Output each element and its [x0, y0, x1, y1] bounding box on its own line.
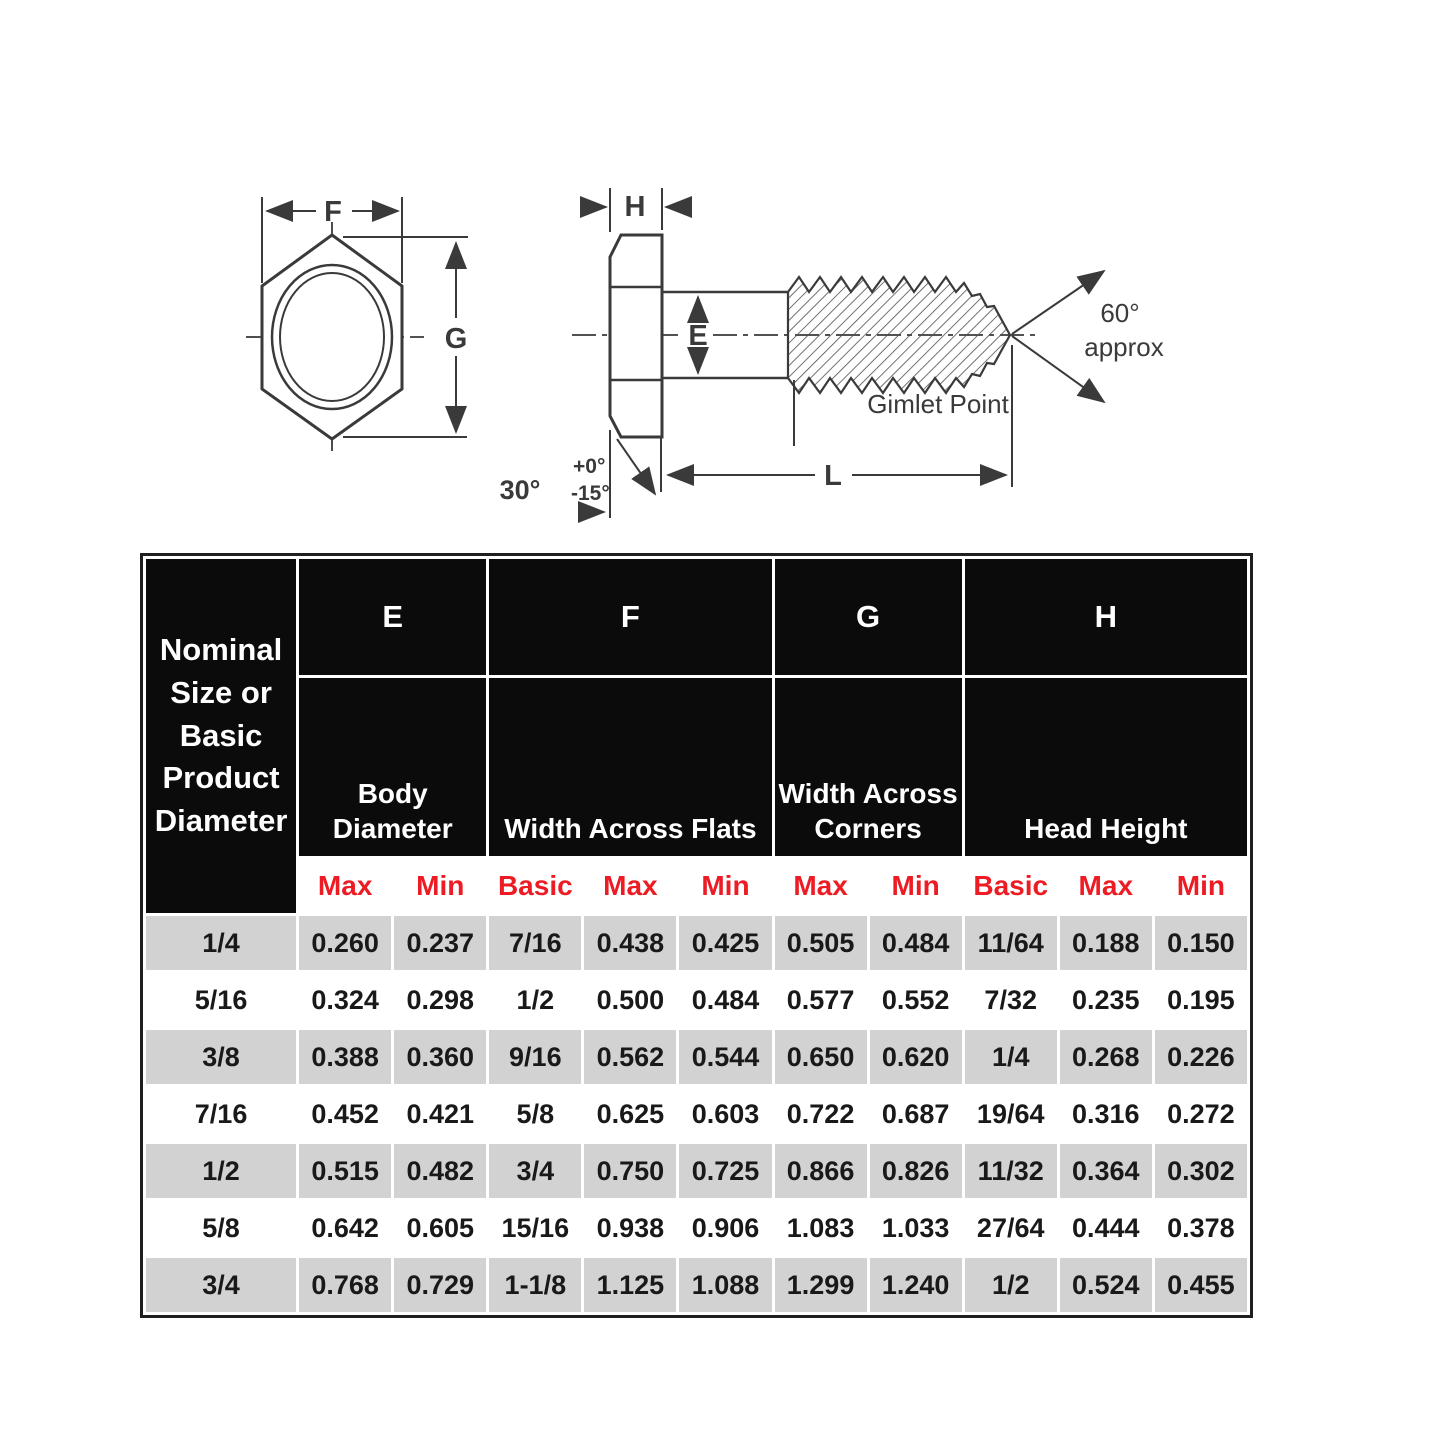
table-row [146, 1201, 1247, 1255]
table-cell: 1.125 [584, 1258, 676, 1312]
table-cell: 0.455 [1155, 1258, 1247, 1312]
table-row [146, 1087, 1247, 1141]
table-row [146, 973, 1247, 1027]
table-cell: 5/16 [146, 973, 296, 1027]
table-cell: 0.866 [775, 1144, 867, 1198]
hex-head-front-view [246, 196, 468, 452]
table-cell: 0.500 [584, 973, 676, 1027]
table-cell: 0.316 [1060, 1087, 1152, 1141]
subheader-f-basic: Basic [489, 859, 581, 913]
table-cell: 0.272 [1155, 1087, 1247, 1141]
table-cell: 3/8 [146, 1030, 296, 1084]
table-cell: 0.562 [584, 1030, 676, 1084]
table-cell: 3/4 [489, 1144, 581, 1198]
table-cell: 1.240 [870, 1258, 962, 1312]
table-cell: 0.364 [1060, 1144, 1152, 1198]
table-cell: 0.725 [679, 1144, 771, 1198]
table-cell: 0.388 [299, 1030, 391, 1084]
table-cell: 0.750 [584, 1144, 676, 1198]
table-cell: 1/2 [146, 1144, 296, 1198]
table-cell: 0.650 [775, 1030, 867, 1084]
chamfer-tolerance-plus: +0° [573, 455, 606, 478]
col-group-letter-h: H [965, 559, 1247, 675]
table-cell: 0.452 [299, 1087, 391, 1141]
table-cell: 0.938 [584, 1201, 676, 1255]
table-cell: 1/2 [489, 973, 581, 1027]
table-cell: 1.033 [870, 1201, 962, 1255]
table-cell: 0.552 [870, 973, 962, 1027]
table-cell: 5/8 [146, 1201, 296, 1255]
col-group-name-head-height: Head Height [965, 678, 1247, 856]
h-dimension-label: H [624, 191, 646, 223]
subheader-g-max: Max [775, 859, 867, 913]
table-cell: 0.906 [679, 1201, 771, 1255]
table-cell: 1/2 [965, 1258, 1057, 1312]
head-side-outline [610, 235, 662, 437]
table-cell: 0.605 [394, 1201, 486, 1255]
table-cell: 0.515 [299, 1144, 391, 1198]
table-cell: 0.237 [394, 916, 486, 970]
table-cell: 0.482 [394, 1144, 486, 1198]
l-dimension-label: L [824, 460, 842, 492]
subheader-h-min: Min [1155, 859, 1247, 913]
lag-screw-side-view [500, 188, 1164, 518]
table-cell: 0.768 [299, 1258, 391, 1312]
chamfer-tolerance-minus: -15° [571, 482, 610, 505]
table-subheader-row [146, 859, 1247, 913]
subheader-e-min: Min [394, 859, 486, 913]
table-row [146, 1144, 1247, 1198]
subheader-h-max: Max [1060, 859, 1152, 913]
table-cell: 7/32 [965, 973, 1057, 1027]
table-cell: 0.484 [679, 973, 771, 1027]
lag-screw-dimension-table [140, 553, 1253, 1318]
table-cell: 0.438 [584, 916, 676, 970]
f-dimension-label: F [324, 196, 342, 228]
table-cell: 0.729 [394, 1258, 486, 1312]
table-cell: 0.235 [1060, 973, 1152, 1027]
table-cell: 0.603 [679, 1087, 771, 1141]
table-cell: 5/8 [489, 1087, 581, 1141]
subheader-e-max: Max [299, 859, 391, 913]
col-group-letter-e: E [299, 559, 486, 675]
table-cell: 0.505 [775, 916, 867, 970]
table-cell: 7/16 [489, 916, 581, 970]
table-cell: 0.484 [870, 916, 962, 970]
table-cell: 0.260 [299, 916, 391, 970]
spec-table [143, 556, 1250, 1315]
subheader-g-min: Min [870, 859, 962, 913]
table-cell: 0.188 [1060, 916, 1152, 970]
gimlet-point-label: Gimlet Point [867, 389, 1009, 419]
table-cell: 0.524 [1060, 1258, 1152, 1312]
subheader-f-max: Max [584, 859, 676, 913]
table-header-letters-row [146, 559, 1247, 675]
g-dimension-label: G [444, 323, 468, 355]
table-cell: 0.298 [394, 973, 486, 1027]
table-cell: 1.088 [679, 1258, 771, 1312]
table-cell: 0.687 [870, 1087, 962, 1141]
table-row [146, 1030, 1247, 1084]
table-cell: 0.444 [1060, 1201, 1152, 1255]
table-cell: 0.324 [299, 973, 391, 1027]
table-cell: 0.425 [679, 916, 771, 970]
table-cell: 1/4 [146, 916, 296, 970]
e-dimension-label: E [688, 320, 708, 352]
table-cell: 0.577 [775, 973, 867, 1027]
table-cell: 1.299 [775, 1258, 867, 1312]
point-angle-approx-label: approx [1084, 332, 1164, 362]
table-cell: 0.826 [870, 1144, 962, 1198]
table-row [146, 916, 1247, 970]
table-cell: 19/64 [965, 1087, 1057, 1141]
col-group-name-body-diameter: Body Diameter [299, 678, 486, 856]
col-group-name-width-across-flats: Width Across Flats [489, 678, 771, 856]
chamfer-angle-label: 30° [499, 475, 541, 505]
table-cell: 1-1/8 [489, 1258, 581, 1312]
table-cell: 3/4 [146, 1258, 296, 1312]
table-cell: 0.195 [1155, 973, 1247, 1027]
table-cell: 0.620 [870, 1030, 962, 1084]
table-row [146, 1258, 1247, 1312]
table-cell: 7/16 [146, 1087, 296, 1141]
table-cell: 0.722 [775, 1087, 867, 1141]
table-cell: 0.544 [679, 1030, 771, 1084]
table-cell: 0.378 [1155, 1201, 1247, 1255]
table-cell: 0.302 [1155, 1144, 1247, 1198]
table-cell: 0.268 [1060, 1030, 1152, 1084]
table-cell: 0.360 [394, 1030, 486, 1084]
col-group-letter-f: F [489, 559, 771, 675]
col-group-name-width-across-corners: Width Across Corners [775, 678, 962, 856]
table-cell: 9/16 [489, 1030, 581, 1084]
table-cell: 11/64 [965, 916, 1057, 970]
table-cell: 0.625 [584, 1087, 676, 1141]
table-cell: 27/64 [965, 1201, 1057, 1255]
table-cell: 0.150 [1155, 916, 1247, 970]
subheader-h-basic: Basic [965, 859, 1057, 913]
row-header-nominal-size: Nominal Size or Basic Product Diameter [146, 559, 296, 913]
chamfer-angle-line [617, 439, 655, 494]
table-cell: 15/16 [489, 1201, 581, 1255]
lag-screw-technical-diagram [0, 0, 1445, 545]
table-cell: 0.642 [299, 1201, 391, 1255]
table-cell: 1.083 [775, 1201, 867, 1255]
subheader-f-min: Min [679, 859, 771, 913]
table-header-names-row [146, 678, 1247, 856]
table-cell: 1/4 [965, 1030, 1057, 1084]
point-angle-label: 60° [1100, 298, 1140, 328]
threaded-gimlet-point [788, 277, 1010, 393]
col-group-letter-g: G [775, 559, 962, 675]
point-angle-line-upper [1012, 271, 1104, 334]
table-cell: 0.421 [394, 1087, 486, 1141]
table-cell: 0.226 [1155, 1030, 1247, 1084]
table-cell: 11/32 [965, 1144, 1057, 1198]
